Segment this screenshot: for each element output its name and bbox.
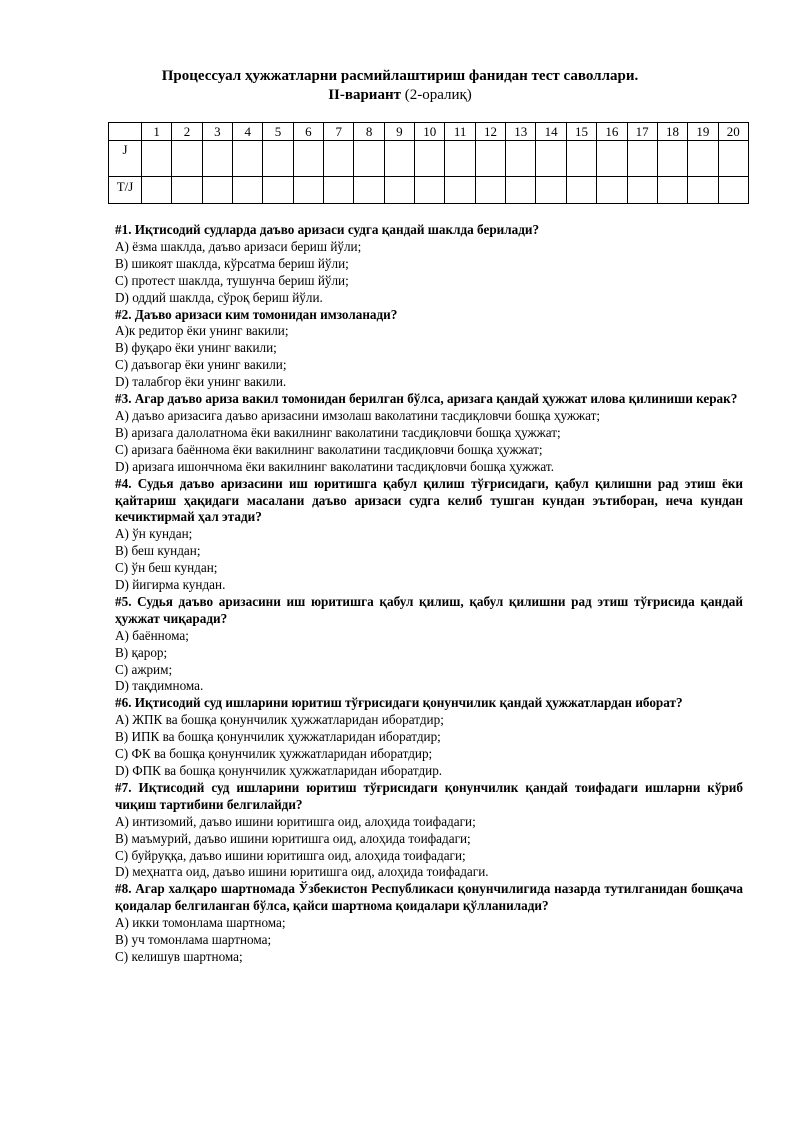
answer-cell[interactable] [202, 141, 232, 177]
question-number-cell: 10 [415, 123, 445, 141]
answer-cell[interactable] [384, 177, 414, 204]
answer-cell[interactable] [142, 141, 172, 177]
answer-row-label: J [109, 141, 142, 177]
question-text: #4. Судья даъво аризасини иш юритишга қабул қилиш тўғрисидаги, қабул қилишни рад этиш ёки қайтариш ҳақидаги масалани даъво аризаси судга келиб тушган кундан эътиборан, неча кундан кечиктирмай ҳал этади? [115, 475, 743, 525]
question-number-cell: 5 [263, 123, 293, 141]
answer-cell[interactable] [293, 141, 323, 177]
question-number-cell: 1 [142, 123, 172, 141]
answer-option: D) йигирма кундан. [115, 577, 226, 593]
answer-option: D) аризага ишончнома ёки вакилнинг ваколатини тасдиқловчи бошқа ҳужжат. [115, 458, 554, 474]
question-number-cell: 6 [293, 123, 323, 141]
answer-option: B) уч томонлама шартнома; [115, 932, 272, 948]
question-list [115, 222, 743, 966]
answer-option: C) ўн беш кундан; [115, 560, 218, 576]
question-number-cell: 13 [506, 123, 536, 141]
answer-option: A) баённома; [115, 627, 189, 643]
answer-cell[interactable] [445, 141, 475, 177]
question-number-cell: 2 [172, 123, 202, 141]
answer-cell[interactable] [233, 141, 263, 177]
answer-option: C) ажрим; [115, 661, 173, 677]
answer-option: B) қарор; [115, 644, 168, 660]
question-number-cell: 11 [445, 123, 475, 141]
question-number-cell: 12 [475, 123, 505, 141]
answer-cell[interactable] [627, 177, 657, 204]
answer-cell[interactable] [688, 177, 718, 204]
answer-grid-header-row [109, 123, 749, 141]
answer-cell[interactable] [233, 177, 263, 204]
answer-option: A)к редитор ёки унинг вакили; [115, 323, 289, 339]
answer-option: B) маъмурий, даъво ишини юритишга оид, алоҳида тоифадаги; [115, 830, 471, 846]
answer-option: D) ФПК ва бошқа қонунчилик ҳужжатларидан иборатдир. [115, 763, 443, 778]
variant-subtitle [0, 86, 800, 105]
answer-cell[interactable] [657, 141, 687, 177]
answer-cell[interactable] [657, 177, 687, 204]
answer-cell[interactable] [536, 177, 566, 204]
answer-option: A) даъво аризасига даъво аризасини имзолаш ваколатини тасдиқловчи бошқа ҳужжат; [115, 407, 601, 423]
answer-cell[interactable] [142, 177, 172, 204]
answer-cell[interactable] [506, 177, 536, 204]
answer-cell[interactable] [354, 177, 384, 204]
answer-cell[interactable] [597, 177, 627, 204]
answer-cell[interactable] [475, 177, 505, 204]
answer-cell[interactable] [263, 141, 293, 177]
answer-option: C) ФК ва бошқа қонунчилик ҳужжатларидан иборатдир; [115, 746, 433, 762]
question-number-cell: 9 [384, 123, 414, 141]
answer-cell[interactable] [506, 141, 536, 177]
correct-answer-row-label: T/J [109, 177, 142, 204]
question-number-cell: 7 [324, 123, 354, 141]
answer-option: B) аризага далолатнома ёки вакилнинг ваколатини тасдиқловчи бошқа ҳужжат; [115, 424, 561, 440]
answer-option: C) аризага баённома ёки вакилнинг ваколатини тасдиқловчи бошқа ҳужжат; [115, 441, 543, 457]
correct-answer-row [109, 177, 749, 204]
answer-cell[interactable] [415, 141, 445, 177]
answer-cell[interactable] [324, 141, 354, 177]
answer-cell[interactable] [293, 177, 323, 204]
answer-cell[interactable] [172, 141, 202, 177]
question-number-cell: 19 [688, 123, 718, 141]
question-number-cell: 16 [597, 123, 627, 141]
answer-option: C) протест шаклда, тушунча бериш йўли; [115, 272, 349, 288]
answer-cell[interactable] [597, 141, 627, 177]
answer-cell[interactable] [718, 141, 748, 177]
answer-cell[interactable] [566, 177, 596, 204]
question-number-cell: 8 [354, 123, 384, 141]
answer-option: D) талабгор ёки унинг вакили. [115, 374, 287, 390]
answer-cell[interactable] [324, 177, 354, 204]
answer-cell[interactable] [263, 177, 293, 204]
answer-option: A) ЖПК ва бошқа қонунчилик ҳужжатларидан иборатдир; [115, 712, 444, 728]
answer-option: C) даъвогар ёки унинг вакили; [115, 357, 287, 373]
answer-cell[interactable] [384, 141, 414, 177]
document-title: Процессуал ҳужжатларни расмийлаштириш фанидан тест саволлари. [161, 68, 639, 84]
answer-option: A) ўн кундан; [115, 526, 193, 542]
answer-grid-corner-cell [109, 123, 142, 141]
question-number-cell: 18 [657, 123, 687, 141]
answer-cell[interactable] [627, 141, 657, 177]
answer-cell[interactable] [566, 141, 596, 177]
answer-option: D) меҳнатга оид, даъво ишини юритишга оид, алоҳида тоифадаги. [115, 864, 489, 880]
question-number-cell: 17 [627, 123, 657, 141]
answer-cell[interactable] [688, 141, 718, 177]
answer-cell[interactable] [475, 141, 505, 177]
question-text: #1. Иқтисодий судларда даъво аризаси судга қандай шаклда берилади? [115, 222, 540, 237]
variant-label: II-вариант [328, 87, 401, 103]
question-number-cell: 3 [202, 123, 232, 141]
answer-option: A) интизомий, даъво ишини юритишга оид, алоҳида тоифадаги; [115, 813, 476, 829]
answer-cell[interactable] [445, 177, 475, 204]
question-number-cell: 15 [566, 123, 596, 141]
answer-option: B) ИПК ва бошқа қонунчилик ҳужжатларидан иборатдир; [115, 729, 441, 745]
question-text: #3. Агар даъво ариза вакил томонидан берилган бўлса, аризага қандай ҳужжат илова қилиниши керак? [115, 391, 738, 407]
answer-cell[interactable] [354, 141, 384, 177]
question-number-cell: 20 [718, 123, 748, 141]
question-text: #5. Судья даъво аризасини иш юритишга қабул қилиш, қабул қилишни рад этиш тўғрисида қандай ҳужжат чиқаради? [115, 593, 743, 626]
answer-option: D) тақдимнома. [115, 678, 204, 694]
question-text: #6. Иқтисодий суд ишларини юритиш тўғрисидаги қонунчилик қандай ҳужжатлардан иборат? [115, 695, 683, 711]
question-text: #8. Агар халқаро шартномада Ўзбекистон Республикаси қонунчилигида назарда тутилганидан бошқача қоидалар белгиланган бўлса, қайси шартнома қоидалари қўлланилади? [115, 881, 743, 914]
answer-option: C) буйруққа, даъво ишини юритишга оид, алоҳида тоифадаги; [115, 847, 466, 863]
question-text: #2. Даъво аризаси ким томонидан имзоланади? [115, 306, 398, 322]
answer-option: B) фуқаро ёки унинг вакили; [115, 340, 277, 356]
answer-cell[interactable] [718, 177, 748, 204]
answer-option: A) икки томонлама шартнома; [115, 915, 286, 931]
answer-cell[interactable] [536, 141, 566, 177]
question-text: #7. Иқтисодий суд ишларини юритиш тўғрисидаги қонунчилик қандай тоифадаги ишларни кўриб чиқиш тартибини белгилайди? [115, 779, 743, 812]
question-number-cell: 14 [536, 123, 566, 141]
answer-option: B) беш кундан; [115, 543, 201, 559]
variant-interval: (2-оралиқ) [400, 87, 472, 103]
answer-option: C) келишув шартнома; [115, 948, 243, 964]
answer-option: D) оддий шаклда, сўроқ бериш йўли. [115, 289, 323, 305]
answer-cell[interactable] [172, 177, 202, 204]
answer-option: A) ёзма шаклда, даъво аризаси бериш йўли; [115, 238, 362, 254]
answer-row [109, 141, 749, 177]
answer-cell[interactable] [202, 177, 232, 204]
answer-option: B) шикоят шаклда, кўрсатма бериш йўли; [115, 255, 349, 271]
answer-cell[interactable] [415, 177, 445, 204]
question-number-cell: 4 [233, 123, 263, 141]
answer-grid [108, 122, 749, 204]
